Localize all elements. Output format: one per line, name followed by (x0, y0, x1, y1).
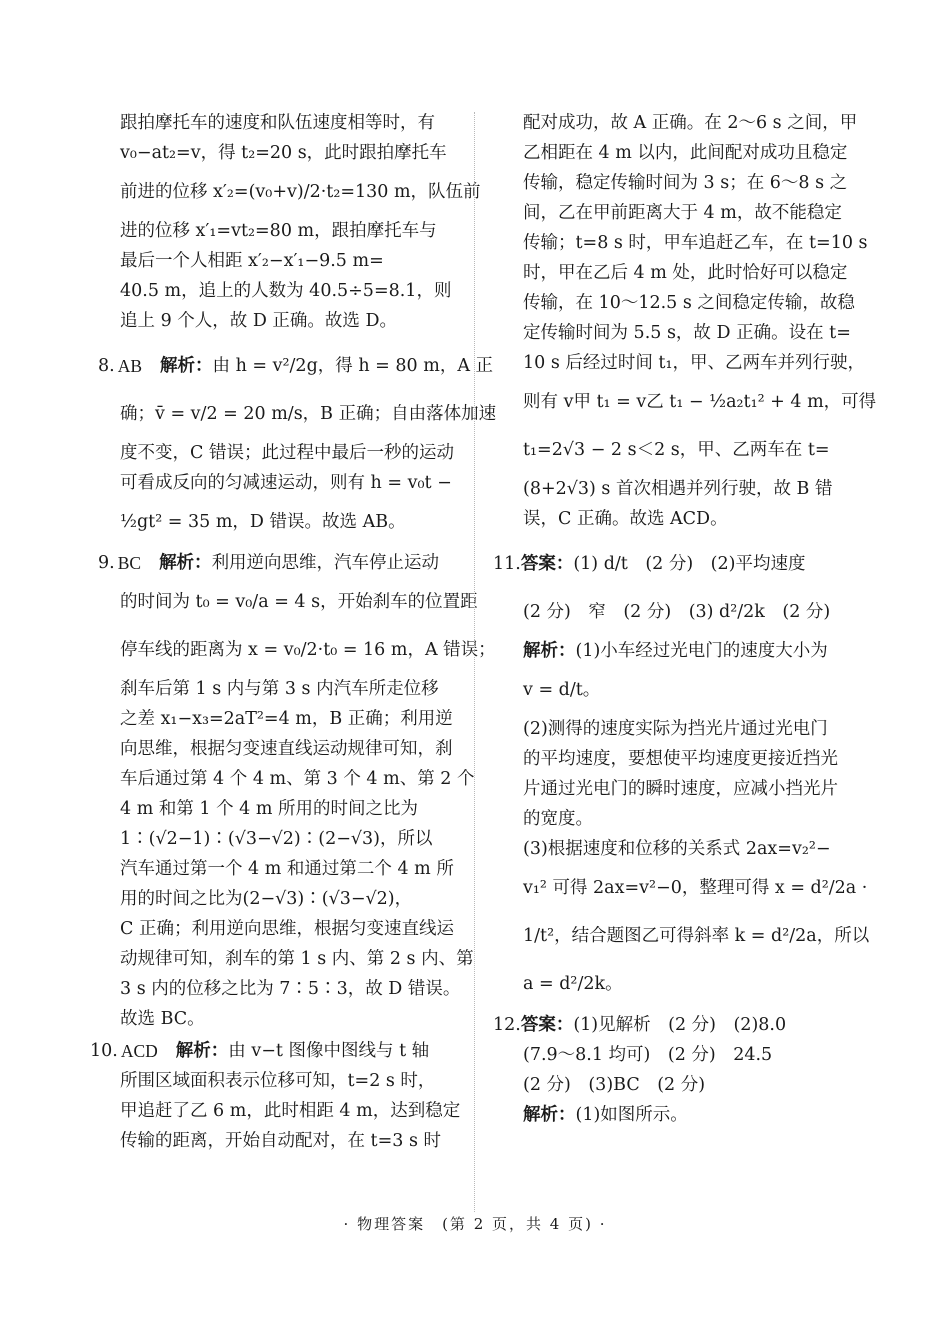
answer-line: (2 分) (3)BC (2 分) (523, 1075, 706, 1095)
text-line: 之差 x₁−x₃=2aT²=4 m，B 正确；利用逆 (120, 709, 453, 729)
answer-line: (7.9～8.1 均可) (2 分) 24.5 (523, 1045, 773, 1065)
text-line: 误，C 正确。故选 ACD。 (523, 509, 728, 529)
question-number: 12. (493, 1015, 521, 1035)
text-line: 前进的位移 x′₂=(v₀+v)/2·t₂=130 m，队伍前 (120, 182, 481, 202)
answer-label: 答案： (520, 554, 574, 574)
text-line: 最后一个人相距 x′₂−x′₁−9.5 m= (120, 251, 384, 271)
text-line: 利用逆向思维，汽车停止运动 (211, 553, 440, 573)
answer-label: 答案： (520, 1015, 574, 1035)
text-line: ½gt² = 35 m，D 错误。故选 AB。 (120, 512, 406, 532)
text-line: 动规律可知，刹车的第 1 s 内、第 2 s 内、第 (120, 949, 474, 969)
text-line: v₁² 可得 2ax=v²−0，整理可得 x = d²/2a · (523, 878, 868, 898)
text-line: 度不变，C 错误；此过程中最后一秒的运动 (120, 443, 454, 463)
text-line: 乙相距在 4 m 以内，此间配对成功且稳定 (523, 143, 848, 163)
text-line: 则有 v甲 t₁ = v乙 t₁ − ½a₂t₁² + 4 m，可得 (523, 392, 877, 412)
page-footer: · 物理答案 (第 2 页，共 4 页) · (343, 1215, 607, 1233)
question-12 (493, 1010, 858, 1130)
text-line: v = d/t。 (523, 680, 601, 700)
analysis-label: 解析： (159, 553, 212, 573)
text-line: 40.5 m，追上的人数为 40.5÷5=8.1，则 (120, 281, 452, 301)
answer-letters: ACD (120, 1041, 158, 1061)
text-line: 车后通过第 4 个 4 m、第 3 个 4 m、第 2 个 (120, 769, 475, 789)
text-line: 由 h = v²/2g，得 h = 80 m，A 正 (212, 356, 494, 376)
answer-letters: BC (117, 553, 142, 573)
text-line: 3 s 内的位移之比为 7∶5∶3，故 D 错误。 (120, 979, 461, 999)
text-line: 由 v−t 图像中图线与 t 轴 (228, 1041, 430, 1061)
text-line: 用的时间之比为(2−√3)∶(√3−√2)， (120, 889, 413, 909)
text-line: 间，乙在甲前距离大于 4 m，故不能稳定 (523, 203, 842, 223)
answer-letters: AB (117, 356, 143, 376)
text-line: 可看成反向的匀减速运动，则有 h = v₀t − (120, 473, 452, 493)
text-line: v₀−at₂=v，得 t₂=20 s，此时跟拍摩托车 (120, 143, 447, 163)
text-line: 所围区域面积表示位移可知，t=2 s 时， (120, 1071, 436, 1091)
text-line: 向思维，根据匀变速直线运动规律可知，刹 (120, 739, 453, 759)
q7-continuation (120, 108, 481, 336)
text-line: C 正确；利用逆向思维，根据匀变速直线运 (120, 919, 454, 939)
text-line: 时，甲在乙后 4 m 处，此时恰好可以稳定 (523, 263, 848, 283)
question-number: 10. (90, 1041, 118, 1061)
question-8 (98, 342, 497, 546)
text-line: 停车线的距离为 x = v₀/2·t₀ = 16 m，A 错误； (120, 640, 496, 660)
answer-line: (1)见解析 (2 分) (2)8.0 (573, 1015, 787, 1035)
analysis-label: 解析： (160, 356, 213, 376)
q10-continuation (523, 108, 877, 534)
answer-line: (2 分) 窄 (2 分) (3) d²/2k (2 分) (523, 602, 831, 622)
text-line: 甲追赶了乙 6 m，此时相距 4 m，达到稳定 (120, 1101, 461, 1121)
text-line: 1∶(√2−1)∶(√3−√2)∶(2−√3)，所以 (120, 829, 433, 849)
text-line: 1/t²，结合题图乙可得斜率 k = d²/2a，所以 (523, 926, 870, 946)
right-column (493, 108, 877, 1130)
text-line: 10 s 后经过时间 t₁，甲、乙两车并列行驶， (523, 353, 865, 373)
analysis-label: 解析： (175, 1041, 229, 1061)
text-line: 定传输时间为 5.5 s，故 D 正确。设在 t= (523, 323, 851, 343)
text-line: (8+2√3) s 首次相遇并列行驶，故 B 错 (523, 479, 833, 499)
text-line: (1)小车经过光电门的速度大小为 (575, 641, 828, 661)
text-line: 追上 9 个人，故 D 正确。故选 D。 (120, 311, 398, 331)
text-line: 4 m 和第 1 个 4 m 所用的时间之比为 (120, 799, 419, 819)
text-line: 故选 BC。 (120, 1009, 205, 1029)
text-line: 汽车通过第一个 4 m 和通过第二个 4 m 所 (120, 859, 454, 879)
question-number: 9. (98, 553, 115, 573)
text-line: 跟拍摩托车的速度和队伍速度相等时，有 (120, 113, 435, 133)
text-line: 传输，在 10～12.5 s 之间稳定传输，故稳 (523, 293, 855, 313)
answer-line: (1) d/t (2 分) (2)平均速度 (573, 554, 806, 574)
text-line: 传输的距离，开始自动配对，在 t=3 s 时 (120, 1131, 441, 1151)
text-line: (2)测得的速度实际为挡光片通过光电门 (523, 719, 828, 739)
text-line: t₁=2√3 − 2 s＜2 s，甲、乙两车在 t= (523, 440, 830, 460)
analysis-label: 解析： (523, 1105, 576, 1125)
text-line: (1)如图所示。 (575, 1105, 688, 1125)
text-line: (3)根据速度和位移的关系式 2ax=v₂²− (523, 839, 831, 859)
text-line: 传输；t=8 s 时，甲车追赶乙车，在 t=10 s (523, 233, 868, 253)
text-line: 片通过光电门的瞬时速度，应减小挡光片 (523, 779, 838, 799)
question-11 (493, 540, 870, 1008)
text-line: 的宽度。 (523, 809, 593, 829)
text-line: 传输，稳定传输时间为 3 s；在 6～8 s 之 (523, 173, 848, 193)
column-divider (474, 112, 475, 1212)
text-line: 进的位移 x′₁=vt₂=80 m，跟拍摩托车与 (120, 221, 437, 241)
text-line: 刹车后第 1 s 内与第 3 s 内汽车所走位移 (120, 679, 439, 699)
text-line: 的平均速度，要想使平均速度更接近挡光 (523, 749, 838, 769)
question-number: 8. (98, 356, 115, 376)
text-line: 的时间为 t₀ = v₀/a = 4 s，开始刹车的位置距 (120, 592, 478, 612)
question-10 (90, 1036, 461, 1156)
left-column (90, 108, 497, 1156)
text-line: a = d²/2k。 (523, 974, 623, 994)
question-9 (98, 548, 496, 1034)
text-line: 配对成功，故 A 正确。在 2～6 s 之间，甲 (523, 113, 858, 133)
text-line: 确；v̄ = v/2 = 20 m/s，B 正确；自由落体加速 (120, 404, 497, 424)
question-number: 11. (493, 554, 521, 574)
analysis-label: 解析： (523, 641, 576, 661)
